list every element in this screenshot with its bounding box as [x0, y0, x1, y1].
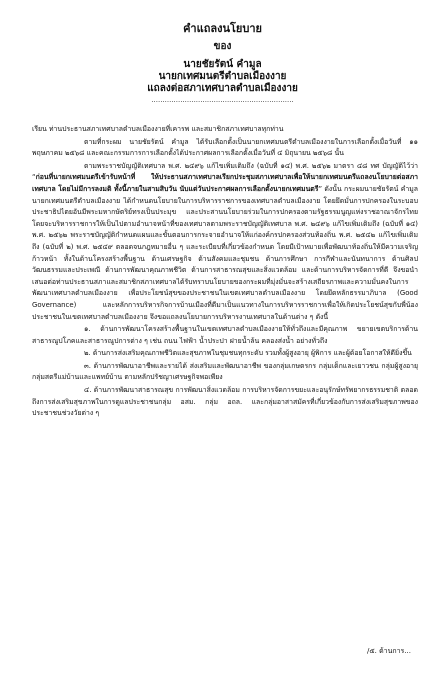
paragraph-legal-basis-start: ตามพระราชบัญญัติเทศบาล พ.ศ. ๒๔๙๖ แก้ไขเพิ่มเติมถึง (ฉบับที่ ๑๔) พ.ศ. ๒๕๖๒ มาตรา ๔๘ ทศ บัญญัติไว้ว่า “ [32, 161, 418, 182]
paragraph-legal-basis-rest: ” ดังนั้น กระผมนายชัยรัตน์ คำมูล นายกเทศมนตรีตำบลเมืองงาย ได้กำหนดนโยบายในการบริหารราชการของเทศบาลตำบลเมืองงาย โดยยึดมั่นการปกครองในระบอบประชาธิปไตยอันมีพระมหากษัตริย์ทรงเป็นประมุข และประสานนโยบายร่วมในการปกครองตามรัฐธรรมนูญแห่งราชอาณาจักรไทย โดยจะบริหารราชการให้เป็นไปตามอำนาจหน้าที่ของเทศบาลตามพระราชบัญญัติเทศบาล พ.ศ. ๒๔๙๖ แก้ไขเพิ่มเติมถึง (ฉบับที่ ๑๔) พ.ศ. ๒๕๖๒ พระราชบัญญัติกำหนดแผนและขั้นตอนการกระจายอำนาจให้แก่องค์กรปกครองส่วนท้องถิ่น พ.ศ. ๒๕๔๒ แก้ไขเพิ่มเติมถึง (ฉบับที่ ๒) พ.ศ. ๒๕๔๙ ตลอดจนกฎหมายอื่น ๆ และระเบียบที่เกี่ยวข้องกำหนด โดยมีเป้าหมายเพื่อพัฒนาท้องถิ่นให้มีความเจริญก้าวหน้า ทั้งในด้านโครงสร้างพื้นฐาน ด้านเศรษฐกิจ ด้านสังคมและชุมชน ด้านการศึกษา การกีฬาและนันทนาการ ด้านศิลปวัฒนธรรมและประเพณี ด้านการพัฒนาคุณภาพชีวิต ด้านการสาธารณสุขและสิ่งแวดล้อม และด้านการบริหารจัดการที่ดี จึงขอนำเสนอต่อท่านประธานสภาและสมาชิกสภาเทศบาลได้รับทราบนโยบายของกระผมที่มุ่งมั่นจะสร้างเสถียรภาพและความมั่นคงในการพัฒนาเทศบาลตำบลเมืองงาย เพื่อประโยชน์สุขของประชาชนในเขตเทศบาลตำบลเมืองงาย โดยยึดหลักธรรมาภิบาล (Good Governance) และหลักการบริหารกิจการบ้านเมืองที่ดีมาเป็นแนวทางในการบริหารราชการเพื่อให้เกิดประโยชน์สุขกับพี่น้องประชาชนในเขตเทศบาลตำบลเมืองงาย จึงขอแถลงนโยบายการบริหารงานเทศบาลในด้านต่าง ๆ ดังนี้ [32, 184, 418, 321]
policy-item-2: ๒. ด้านการส่งเสริมคุณภาพชีวิตและสุขภาพในชุมชนทุกระดับ รวมทั้งผู้สูงอายุ ผู้พิการ และผู้ด้อยโอกาสให้ดียิ่งขึ้น [84, 349, 412, 358]
header-mayor-position: นายกเทศมนตรีตำบลเมืองงาย [158, 71, 287, 82]
document-body [32, 124, 418, 421]
continuation-marker: /๕. ด้านการ... [367, 647, 411, 655]
document-title: คำแถลงนโยบาย [183, 22, 262, 35]
paragraph-intro: ตามที่กระผม นายชัยรัตน์ คำมูล ได้รับเลือกตั้งเป็นนายกเทศมนตรีตำบลเมืองงายในการเลือกตั้งเมื่อวันที่ ๑๑ พฤษภาคม ๒๕๖๘ และคณะกรรมการการเลือกตั้งได้ประกาศผลการเลือกตั้งเมื่อวันที่ ๔ มิถุนายน ๒๕๖๘ นั้น [32, 137, 418, 158]
header-statement-to: แถลงต่อสภาเทศบาลตำบลเมืองงาย [147, 83, 298, 94]
policy-item-3: ๓. ด้านการพัฒนาอาชีพและรายได้ ส่งเสริมและพัฒนาอาชีพ ของกลุ่มเกษตรกร กลุ่มเด็กและเยาวชน กลุ่มผู้สูงอายุ กลุ่มสตรีแม่บ้านและแพทย์บ้าน ตามหลักปรัชญาเศรษฐกิจพอเพียง [32, 361, 418, 382]
paragraph-legal-quote: ก่อนที่นายกเทศมนตรีเข้ารับหน้าที่ ให้ประธานสภาเทศบาลเรียกประชุมสภาเทศบาลเพื่อให้นายกเทศมนตรีแถลงนโยบายต่อสภาเทศบาล โดยไม่มีการลงมติ ทั้งนี้ภายในสามสิบวัน นับแต่วันประกาศผลการเลือกตั้งนายกเทศมนตรี [32, 173, 418, 193]
header-mayor-name: นายชัยรัตน์ คำมูล [183, 59, 262, 70]
policy-item-4: ๔. ด้านการพัฒนาสาธารณสุข การพัฒนาสิ่งแวดล้อม การบริหารจัดการขยะและอนุรักษ์ทรัพยากรธรรมชาติ ตลอดถึงการส่งเสริมสุขภาพในการดูแลประชาชนกลุ่ม อสม. กลุ่ม อถล. และกลุ่มอาสาสมัครที่เกี่ยวข้องกับการส่งเสริมสุขภาพของประชาชนช่วงวัยต่าง ๆ [32, 386, 418, 418]
header-line-of: ของ [213, 41, 232, 52]
document-header [0, 22, 445, 104]
paragraph-legal-basis [32, 161, 418, 323]
greeting-line: เรียน ท่านประธานสภาเทศบาลตำบลเมืองงายที่เคารพ และสมาชิกสภาเทศบาลทุกท่าน [32, 125, 284, 133]
policy-item-1: ๑. ด้านการพัฒนาโครงสร้างพื้นฐานในเขตเทศบาลตำบลเมืองงายให้ทั่วถึงและมีคุณภาพ ขยายเขตบริการด้านสาธารณูปโภคและสาธารณูปการต่าง ๆ เช่น ถนน ไฟฟ้า น้ำประปา ฝายน้ำล้น คลองส่งน้ำ อย่างทั่วถึง [32, 325, 418, 345]
header-divider: ................................................................ [151, 96, 294, 104]
